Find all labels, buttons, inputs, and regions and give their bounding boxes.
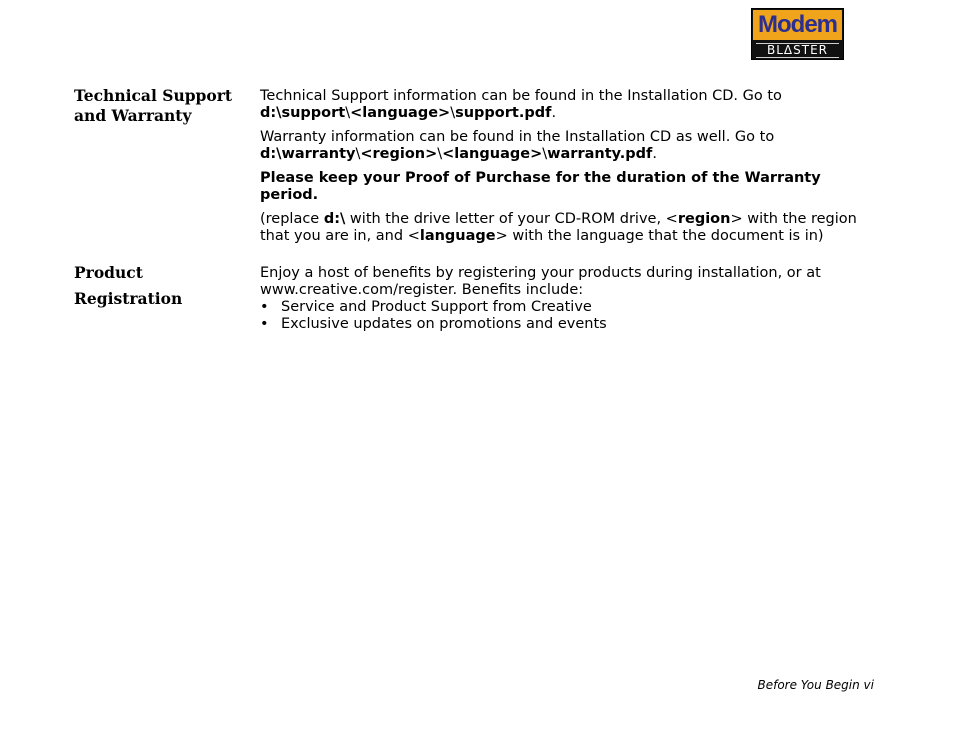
- registration-heading-line2: Registration: [74, 289, 183, 308]
- bullet-icon: •: [260, 316, 269, 332]
- logo-wordmark: Modem: [753, 10, 842, 40]
- page-footer: Before You Begin vi: [757, 678, 874, 692]
- registration-heading-line1: Product: [74, 263, 143, 282]
- warranty-path-region: <region>: [360, 146, 438, 162]
- benefit-text: Service and Product Support from Creative: [281, 299, 592, 315]
- logo-subbrand: BLΔSTER: [756, 43, 839, 58]
- benefit-text: Exclusive updates on promotions and events: [281, 316, 607, 332]
- warranty-path-language: <language>: [442, 146, 543, 162]
- warranty-path-file: warranty.pdf: [547, 146, 653, 162]
- replace-region: region: [677, 211, 731, 227]
- support-path-period: .: [551, 105, 557, 121]
- support-body: [260, 88, 880, 252]
- replace-text-end: > with the language that the document is in): [495, 228, 824, 244]
- list-item: [260, 316, 880, 333]
- support-path-file: support.pdf: [455, 105, 552, 121]
- replace-text-mid2: > with the region that you are in, and <: [260, 211, 857, 244]
- warranty-paragraph-text: Warranty information can be found in the Installation CD as well. Go to: [260, 129, 775, 145]
- warranty-paragraph: [260, 129, 880, 163]
- support-heading-line2: and Warranty: [74, 106, 192, 125]
- registration-heading: [74, 263, 182, 309]
- warranty-path-sep: \: [355, 146, 361, 162]
- support-path-language: <language>: [350, 105, 451, 121]
- bullet-icon: •: [260, 299, 269, 315]
- warranty-path-dir: d:\warranty: [260, 146, 356, 162]
- proof-of-purchase-notice: [260, 170, 880, 204]
- warranty-path-sep: \: [437, 146, 443, 162]
- support-paragraph: [260, 88, 880, 122]
- replace-text-mid1: with the drive letter of your CD-ROM drive, <: [345, 211, 678, 227]
- registration-body: [260, 265, 880, 333]
- support-path-sep: \: [345, 105, 351, 121]
- proof-of-purchase-text: Please keep your Proof of Purchase for the duration of the Warranty period.: [260, 170, 821, 203]
- benefits-list: [260, 299, 880, 333]
- registration-intro: Enjoy a host of benefits by registering your products during installation, or at www.creative.com/register. Benefits include:: [260, 265, 821, 298]
- replace-text-start: (replace: [260, 211, 324, 227]
- support-heading: [74, 86, 232, 126]
- support-path-sep: \: [450, 105, 456, 121]
- support-paragraph-text: Technical Support information can be found in the Installation CD. Go to: [260, 88, 782, 104]
- replace-instructions: [260, 211, 880, 245]
- replace-language: language: [419, 228, 496, 244]
- warranty-path-sep: \: [542, 146, 548, 162]
- support-heading-line1: Technical Support: [74, 86, 233, 105]
- support-path-dir: d:\support: [260, 105, 346, 121]
- warranty-path-period: .: [652, 146, 657, 162]
- replace-drive: d:\: [323, 211, 346, 227]
- list-item: [260, 299, 880, 316]
- modem-blaster-logo: [751, 8, 844, 60]
